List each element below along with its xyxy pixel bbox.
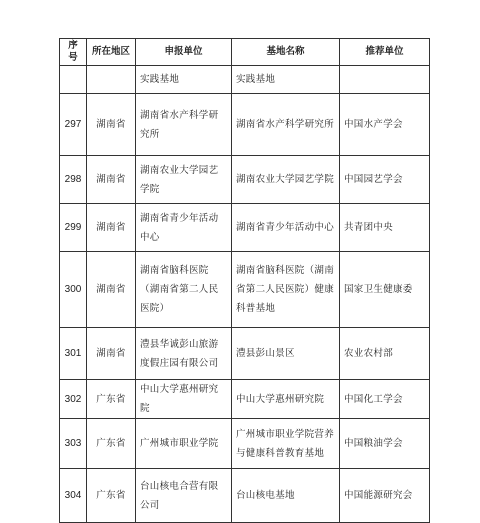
cell-unit: 湖南农业大学园艺学院 [136,156,232,204]
cell-region: 广东省 [87,380,136,419]
cell-recommender: 中国园艺学会 [340,156,430,204]
cell-base: 澧县彭山景区 [232,328,340,380]
cell-unit: 澧县华诚彭山旅游度假庄园有限公司 [136,328,232,380]
cell-base: 广州城市职业学院营养与健康科普教育基地 [232,419,340,469]
cell-base: 湖南省水产科学研究所 [232,94,340,156]
cell-region: 广东省 [87,469,136,523]
cell-no: 301 [60,328,87,380]
header-no: 序 号 [60,39,87,66]
cell-region [87,66,136,94]
cell-base: 湖南省青少年活动中心 [232,204,340,252]
table-header-row [60,39,430,66]
header-unit: 申报单位 [136,39,232,66]
cell-recommender: 中国能源研究会 [340,469,430,523]
cell-region: 湖南省 [87,94,136,156]
cell-no: 303 [60,419,87,469]
cell-no: 304 [60,469,87,523]
cell-region: 广东省 [87,419,136,469]
cell-region: 湖南省 [87,156,136,204]
cell-recommender: 国家卫生健康委 [340,252,430,328]
table-row [60,380,430,419]
cell-unit: 湖南省水产科学研究所 [136,94,232,156]
table-row [60,156,430,204]
table-row [60,204,430,252]
cell-recommender: 共青团中央 [340,204,430,252]
cell-recommender: 农业农村部 [340,328,430,380]
cell-region: 湖南省 [87,204,136,252]
cell-recommender: 中国水产学会 [340,94,430,156]
table-row [60,419,430,469]
cell-recommender: 中国粮油学会 [340,419,430,469]
cell-base: 中山大学惠州研究院 [232,380,340,419]
cell-unit: 中山大学惠州研究院 [136,380,232,419]
cell-region: 湖南省 [87,328,136,380]
table-row [60,94,430,156]
cell-unit: 台山核电合营有限公司 [136,469,232,523]
table-row [60,252,430,328]
header-base: 基地名称 [232,39,340,66]
cell-unit: 广州城市职业学院 [136,419,232,469]
cell-no: 300 [60,252,87,328]
cell-unit: 湖南省青少年活动中心 [136,204,232,252]
cell-no: 297 [60,94,87,156]
cell-base: 湖南农业大学园艺学院 [232,156,340,204]
table-row [60,469,430,523]
header-recommender: 推荐单位 [340,39,430,66]
header-region: 所在地区 [87,39,136,66]
base-list-table [59,38,430,523]
cell-no: 302 [60,380,87,419]
cell-no: 299 [60,204,87,252]
cell-no: 298 [60,156,87,204]
table-row [60,328,430,380]
cell-unit: 实践基地 [136,66,232,94]
cell-recommender [340,66,430,94]
cell-unit: 湖南省脑科医院（湖南省第二人民医院） [136,252,232,328]
cell-base: 实践基地 [232,66,340,94]
table-row-continued [60,66,430,94]
cell-region: 湖南省 [87,252,136,328]
cell-base: 台山核电基地 [232,469,340,523]
cell-base: 湖南省脑科医院（湖南省第二人民医院）健康科普基地 [232,252,340,328]
cell-no [60,66,87,94]
cell-recommender: 中国化工学会 [340,380,430,419]
